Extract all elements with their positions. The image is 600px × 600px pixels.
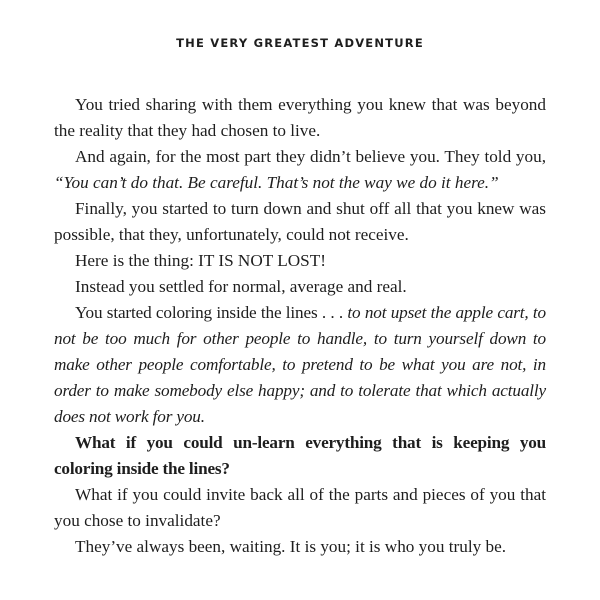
paragraph-6-text: You started coloring inside the lines . . .	[75, 303, 344, 322]
paragraph-9: They’ve always been, waiting. It is you; it is who you truly be.	[75, 537, 507, 556]
paragraph-1: You tried sharing with them everything you knew that was beyond the reality that they had chosen to live.	[54, 95, 546, 140]
paragraph-6-italic: to not upset the apple cart, to not be too much for other people to handle, to turn yourself down to make other people comfortable, to pretend to be what you are not, in order to make somebody else happy; and to tolerate that which actually does not work for you.	[54, 303, 547, 426]
paragraph-8: What if you could invite back all of the parts and pieces of you that you chose to invalidate?	[54, 485, 546, 530]
paragraph-2-quote: “You can’t do that. Be careful. That’s not the way we do it here.”	[54, 173, 499, 192]
paragraph-4: Here is the thing: IT IS NOT LOST!	[75, 251, 326, 270]
paragraph-3: Finally, you started to turn down and shut off all that you knew was possible, that they, unfortunately, could not receive.	[54, 199, 546, 244]
body-text	[54, 92, 546, 560]
paragraph-2	[54, 144, 546, 196]
paragraph-5: Instead you settled for normal, average and real.	[75, 277, 407, 296]
running-head: THE VERY GREATEST ADVENTURE	[176, 36, 424, 50]
paragraph-7: What if you could un-learn everything that is keeping you coloring inside the lines?	[54, 433, 546, 478]
paragraph-6	[54, 300, 546, 430]
paragraph-2-text: And again, for the most part they didn’t believe you. They told you,	[75, 147, 546, 166]
